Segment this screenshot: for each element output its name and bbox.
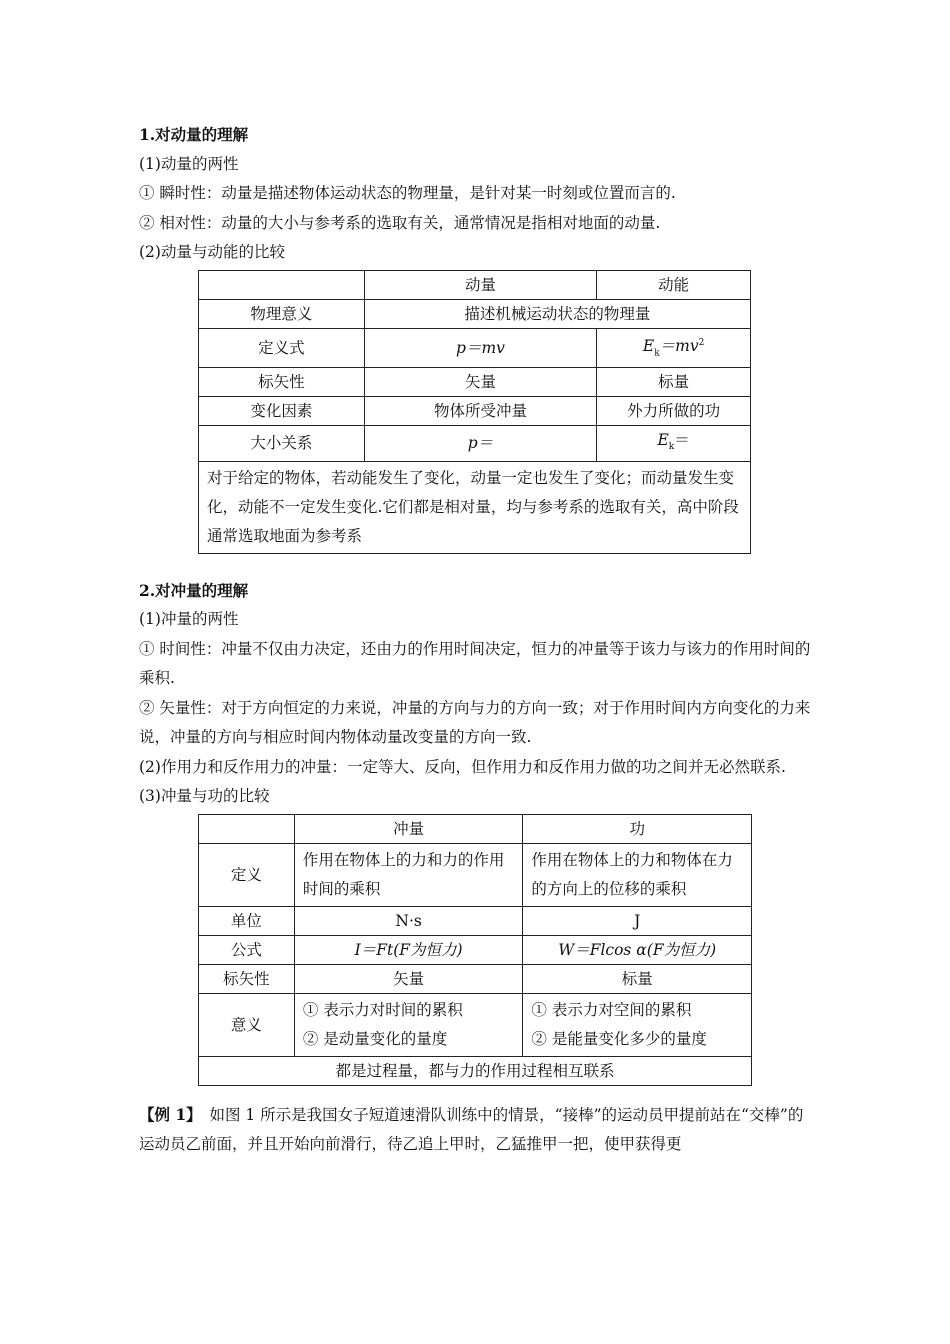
table-cell: 作用在物体上的力和物体在力的方向上的位移的乘积 <box>523 843 752 906</box>
table-row <box>199 993 752 1056</box>
table-cell: 矢量 <box>364 367 597 396</box>
row-label: 物理意义 <box>199 299 365 328</box>
section1-item2: ② 相对性：动量的大小与参考系的选取有关，通常情况是指相对地面的动量. <box>139 213 661 232</box>
section2-title: 2.对冲量的理解 <box>139 580 249 600</box>
table-cell <box>597 328 751 367</box>
table-row <box>199 299 751 328</box>
table-note: 都是过程量，都与力的作用过程相互联系 <box>199 1056 752 1085</box>
impulse-work-table <box>198 814 752 1086</box>
meaning-line: ① 表示力对空间的累积 <box>531 1000 692 1019</box>
table-row <box>199 814 752 843</box>
table-header-cell: 功 <box>523 814 752 843</box>
section2-sub3: (3)冲量与功的比较 <box>139 787 270 806</box>
table-row <box>199 461 751 553</box>
formula-symbol: E <box>657 430 669 449</box>
table-row <box>199 328 751 367</box>
table-cell: J <box>523 906 752 935</box>
table-row <box>199 425 751 461</box>
table-header-cell <box>199 270 365 299</box>
table-row <box>199 964 752 993</box>
example-tag: 【例 1】 <box>139 1104 194 1124</box>
section1-sub1: (1)动量的两性 <box>139 154 239 173</box>
formula-symbol: E <box>642 336 655 355</box>
table-cell: p＝ <box>364 425 597 461</box>
table-cell: 描述机械运动状态的物理量 <box>364 299 750 328</box>
meaning-line: ① 表示力对时间的累积 <box>302 1000 463 1019</box>
section1-title: 1.对动量的理解 <box>139 125 249 144</box>
section1-item1: ① 瞬时性：动量是描述物体运动状态的物理量，是针对某一时刻或位置而言的. <box>139 184 676 202</box>
table-header-cell <box>199 814 295 843</box>
table-cell <box>523 993 752 1056</box>
table-cell: 标量 <box>597 367 751 396</box>
table-row <box>199 935 752 964</box>
table-note: 对于给定的物体，若动能发生了变化，动量一定也发生了变化；而动量发生变化，动能不一定发生变化.它们都是相对量，均与参考系的选取有关，高中阶段通常选取地面为参考系 <box>199 461 751 553</box>
table-cell: N·s <box>294 906 523 935</box>
section2-sub1: (1)冲量的两性 <box>139 610 239 629</box>
table-header-cell: 冲量 <box>294 814 523 843</box>
table-cell: 物体所受冲量 <box>364 396 597 425</box>
table-header-cell: 动量 <box>364 270 597 299</box>
table-row <box>199 843 752 906</box>
section2-item1: ① 时间性：冲量不仅由力决定，还由力的作用时间决定，恒力的冲量等于该力与该力的作用时间的乘积. <box>139 639 811 688</box>
table-cell: 作用在物体上的力和力的作用时间的乘积 <box>294 843 523 906</box>
document-page <box>139 120 811 1160</box>
table-row <box>199 1056 752 1085</box>
row-label: 变化因素 <box>199 396 365 425</box>
table-cell <box>294 993 523 1056</box>
example-text: 如图 1 所示是我国女子短道速滑队训练中的情景，“接棒”的运动员甲提前站在“交棒”的运动员乙前面，并且开始向前滑行，待乙追上甲时，乙猛推甲一把，使甲获得更 <box>139 1105 804 1154</box>
row-label: 单位 <box>199 906 295 935</box>
formula-subscript: k <box>654 347 660 358</box>
table-row <box>199 270 751 299</box>
row-label: 定义 <box>199 843 295 906</box>
formula-subscript: k <box>668 441 675 452</box>
row-label: 意义 <box>199 993 295 1056</box>
table-cell: 外力所做的功 <box>597 396 751 425</box>
table-cell <box>597 425 751 461</box>
table-header-cell: 动能 <box>597 270 751 299</box>
section2-item2: ② 矢量性：对于方向恒定的力来说，冲量的方向与力的方向一致；对于作用时间内方向变化的力来说，冲量的方向与相应时间内物体动量改变量的方向一致. <box>139 698 811 747</box>
meaning-line: ② 是动量变化的量度 <box>302 1029 448 1048</box>
section1-sub2: (2)动量与动能的比较 <box>139 243 285 261</box>
row-label: 定义式 <box>199 328 365 367</box>
formula-body: ＝mv <box>659 336 699 355</box>
table-cell: I＝Ft(F为恒力) <box>294 935 523 964</box>
table-cell: 标量 <box>523 964 752 993</box>
table-cell: p＝mv <box>364 328 597 367</box>
formula-superscript: 2 <box>698 337 705 348</box>
table-cell: W＝Flcos α(F为恒力) <box>523 935 752 964</box>
row-label: 标矢性 <box>199 964 295 993</box>
momentum-energy-table <box>198 270 751 554</box>
meaning-line: ② 是能量变化多少的量度 <box>531 1029 707 1048</box>
section2-sub2: (2)作用力和反作用力的冲量：一定等大、反向，但作用力和反作用力做的功之间并无必然联系. <box>139 757 786 776</box>
table-cell: 矢量 <box>294 964 523 993</box>
table-row <box>199 367 751 396</box>
row-label: 大小关系 <box>199 425 365 461</box>
table-row <box>199 906 752 935</box>
row-label: 标矢性 <box>199 367 365 396</box>
table-row <box>199 396 751 425</box>
example-paragraph <box>139 1100 811 1160</box>
row-label: 公式 <box>199 935 295 964</box>
formula-body: ＝ <box>674 430 690 449</box>
